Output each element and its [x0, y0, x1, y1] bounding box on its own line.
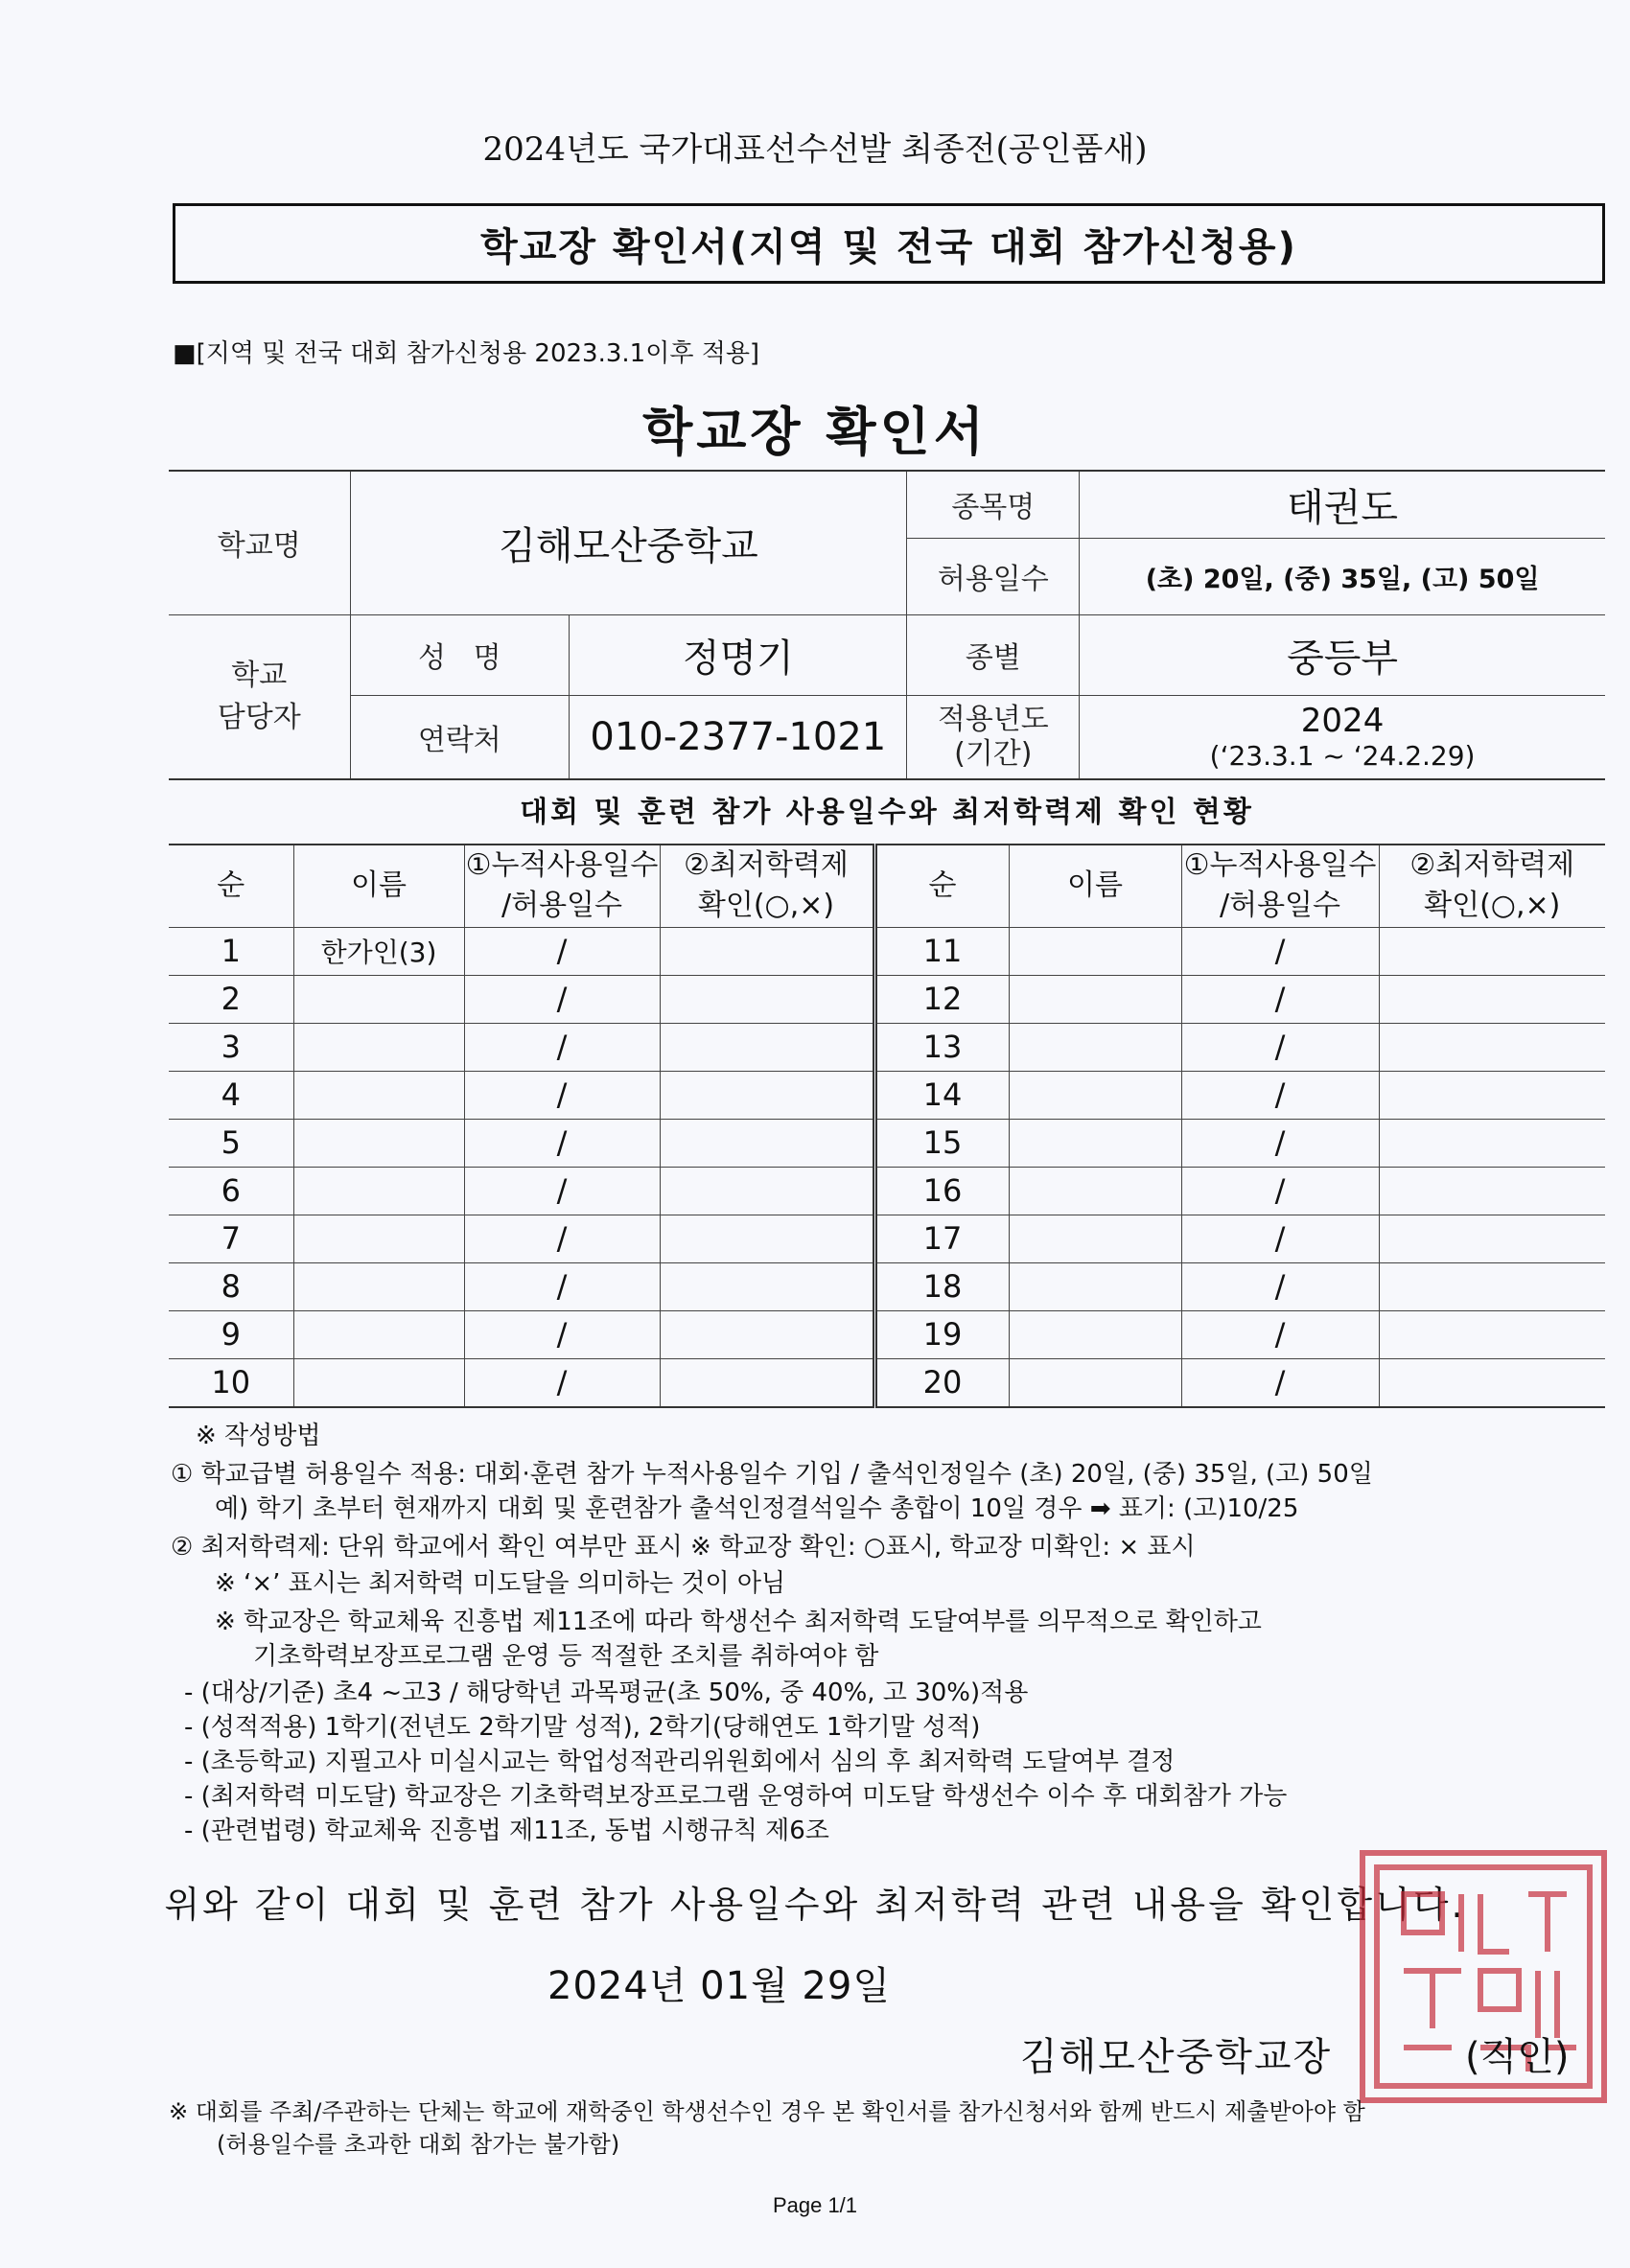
header-name: 이름: [1009, 845, 1181, 927]
row-academic: [660, 1119, 874, 1167]
row-name: [1009, 1310, 1181, 1358]
school-name: 김해모산중학교: [350, 471, 907, 614]
name-label: 성 명: [350, 614, 570, 695]
row-days: /: [464, 975, 660, 1023]
instruction-line: ※ ‘×’ 표시는 최저학력 미도달을 의미하는 것이 아님: [215, 1569, 786, 1598]
info-table: [169, 470, 1605, 780]
instructions: [171, 1419, 1607, 1845]
row-days: /: [464, 1310, 660, 1358]
row-days: /: [464, 1023, 660, 1071]
row-name: [293, 1071, 464, 1119]
allowed-days-label: 허용일수: [907, 538, 1080, 614]
row-days: /: [464, 1167, 660, 1215]
row-days: /: [464, 927, 660, 975]
year-cell: [1080, 695, 1605, 779]
row-seq: 15: [874, 1119, 1009, 1167]
row-academic: [660, 975, 874, 1023]
row-seq: 16: [874, 1167, 1009, 1215]
row-days: /: [464, 1071, 660, 1119]
header-days: ①누적사용일수 /허용일수: [464, 845, 660, 927]
category-value: 중등부: [1080, 614, 1605, 695]
row-name: [1009, 1358, 1181, 1407]
row-academic: [1379, 1167, 1605, 1215]
row-seq: 3: [169, 1023, 293, 1071]
table-row: [169, 975, 1605, 1023]
row-days: /: [1181, 1071, 1379, 1119]
row-academic: [660, 1071, 874, 1119]
principal-name: 김해모산중학교장: [1020, 2035, 1333, 2079]
header-seq: 순: [874, 845, 1009, 927]
table-row: [169, 1071, 1605, 1119]
row-days: /: [1181, 1358, 1379, 1407]
row-academic: [660, 927, 874, 975]
row-name: [1009, 1119, 1181, 1167]
phone-label: 연락처: [350, 695, 570, 779]
row-seq: 13: [874, 1023, 1009, 1071]
footnote-line: ※ 대회를 주최/주관하는 단체는 학교에 재학중인 학생선수인 경우 본 확인서를 참가신청서와 함께 반드시 제출받아야 함: [169, 2098, 1365, 2125]
row-academic: [1379, 1023, 1605, 1071]
row-seq: 2: [169, 975, 293, 1023]
phone-value: 010-2377-1021: [570, 695, 907, 779]
row-name: [293, 975, 464, 1023]
header-academic: ②최저학력제 확인(○,×): [660, 845, 874, 927]
header-seq: 순: [169, 845, 293, 927]
instructions-heading: ※ 작성방법: [196, 1422, 321, 1450]
row-academic: [1379, 1310, 1605, 1358]
row-name: [1009, 927, 1181, 975]
status-title: 대회 및 훈련 참가 사용일수와 최저학력제 확인 현황: [520, 796, 1254, 829]
row-days: /: [464, 1262, 660, 1310]
row-academic: [660, 1023, 874, 1071]
row-name: [293, 1215, 464, 1262]
roster-table: [169, 844, 1605, 1408]
row-name: [1009, 1262, 1181, 1310]
instruction-line: 기초학력보장프로그램 운영 등 적절한 조치를 취하여야 함: [253, 1642, 879, 1671]
form-title: 학교장 확인서(지역 및 전국 대회 참가신청용): [173, 203, 1605, 284]
row-seq: 6: [169, 1167, 293, 1215]
confirmation-statement: 위와 같이 대회 및 훈련 참가 사용일수와 최저학력 관련 내용을 확인합니다.: [164, 1884, 1466, 1926]
page-number: Page 1/1: [772, 2193, 858, 2217]
row-days: /: [464, 1119, 660, 1167]
row-days: /: [1181, 1215, 1379, 1262]
row-seq: 10: [169, 1358, 293, 1407]
table-row: [169, 1167, 1605, 1215]
row-academic: [660, 1310, 874, 1358]
table-row: [169, 1262, 1605, 1310]
row-academic: [1379, 1262, 1605, 1310]
footnote: [169, 2095, 1607, 2161]
row-seq: 8: [169, 1262, 293, 1310]
usage-note: ■[지역 및 전국 대회 참가신청용 2023.3.1이후 적용]: [173, 339, 760, 368]
row-days: /: [1181, 1310, 1379, 1358]
row-days: /: [1181, 1262, 1379, 1310]
table-row: [169, 1023, 1605, 1071]
table-row: [169, 927, 1605, 975]
row-academic: [1379, 1119, 1605, 1167]
row-academic: [1379, 1215, 1605, 1262]
signature-date: 2024년 01월 29일: [547, 1964, 891, 2008]
row-name: [1009, 1071, 1181, 1119]
row-name: [1009, 975, 1181, 1023]
row-seq: 5: [169, 1119, 293, 1167]
row-days: /: [1181, 1167, 1379, 1215]
instruction-line: ② 최저학력제: 단위 학교에서 확인 여부만 표시 ※ 학교장 확인: ○표시, 학교장 미확인: × 표시: [171, 1533, 1196, 1562]
instruction-line: - (성적적용) 1학기(전년도 2학기말 성적), 2학기(당해연도 1학기말 성적): [184, 1713, 981, 1742]
row-name: [293, 1310, 464, 1358]
row-days: /: [1181, 927, 1379, 975]
instruction-line: - (초등학교) 지필고사 미실시교는 학업성적관리위원회에서 심의 후 최저학력 도달여부 결정: [184, 1747, 1176, 1776]
row-seq: 17: [874, 1215, 1009, 1262]
row-days: /: [1181, 1023, 1379, 1071]
row-seq: 7: [169, 1215, 293, 1262]
row-seq: 19: [874, 1310, 1009, 1358]
row-academic: [660, 1167, 874, 1215]
year-label: 적용년도 (기간): [907, 695, 1080, 779]
instruction-line: ※ 학교장은 학교체육 진흥법 제11조에 따라 학생선수 최저학력 도달여부를 의무적으로 확인하고: [215, 1608, 1262, 1636]
name-value: 정명기: [570, 614, 907, 695]
row-academic: [660, 1358, 874, 1407]
header-name: 이름: [293, 845, 464, 927]
roster-body: [169, 927, 1605, 1407]
instruction-line: - (최저학력 미도달) 학교장은 기초학력보장프로그램 운영하여 미도달 학생선수 이수 후 대회참가 가능: [184, 1782, 1288, 1811]
sport-label: 종목명: [907, 471, 1080, 538]
row-academic: [1379, 1071, 1605, 1119]
row-seq: 11: [874, 927, 1009, 975]
row-name: [293, 1023, 464, 1071]
instruction-line: 예) 학기 초부터 현재까지 대회 및 훈련참가 출석인정결석일수 총합이 10일 경우 ➡ 표기: (고)10/25: [215, 1494, 1299, 1523]
row-days: /: [1181, 975, 1379, 1023]
row-seq: 20: [874, 1358, 1009, 1407]
row-academic: [1379, 975, 1605, 1023]
table-row: [169, 1358, 1605, 1407]
instruction-line: - (관련법령) 학교체육 진흥법 제11조, 동법 시행규칙 제6조: [184, 1817, 829, 1845]
row-seq: 14: [874, 1071, 1009, 1119]
row-name: [293, 1119, 464, 1167]
footnote-line: (허용일수를 초과한 대회 참가는 불가함): [217, 2131, 620, 2158]
row-days: /: [464, 1358, 660, 1407]
year-value: 2024: [1300, 702, 1385, 741]
header-academic: ②최저학력제 확인(○,×): [1379, 845, 1605, 927]
row-academic: [1379, 927, 1605, 975]
table-row: [169, 1119, 1605, 1167]
row-academic: [660, 1262, 874, 1310]
table-row: [169, 1310, 1605, 1358]
instruction-line: ① 학교급별 허용일수 적용: 대회·훈련 참가 누적사용일수 기입 / 출석인정일수 (초) 20일, (중) 35일, (고) 50일: [171, 1460, 1373, 1489]
instruction-line: - (대상/기준) 초4 ~고3 / 해당학년 과목평균(초 50%, 중 40%, 고 30%)적용: [184, 1678, 1029, 1707]
row-seq: 18: [874, 1262, 1009, 1310]
row-days: /: [1181, 1119, 1379, 1167]
row-days: /: [464, 1215, 660, 1262]
sport-value: 태권도: [1080, 471, 1605, 538]
row-academic: [660, 1215, 874, 1262]
seal-label: (직인): [1465, 2035, 1570, 2079]
row-name: [293, 1262, 464, 1310]
row-seq: 9: [169, 1310, 293, 1358]
row-academic: [1379, 1358, 1605, 1407]
period-value: (‘23.3.1 ~ ‘24.2.29): [1209, 740, 1476, 773]
row-name: 한가인(3): [293, 927, 464, 975]
row-name: [293, 1167, 464, 1215]
event-title: 2024년도 국가대표선수선발 최종전(공인품새): [482, 130, 1148, 169]
allowed-days-value: (초) 20일, (중) 35일, (고) 50일: [1080, 538, 1605, 614]
row-seq: 4: [169, 1071, 293, 1119]
row-seq: 12: [874, 975, 1009, 1023]
row-name: [1009, 1023, 1181, 1071]
row-name: [1009, 1167, 1181, 1215]
header-days: ①누적사용일수 /허용일수: [1181, 845, 1379, 927]
category-label: 종별: [907, 614, 1080, 695]
table-row: [169, 1215, 1605, 1262]
main-title: 학교장 확인서: [642, 402, 988, 462]
row-name: [293, 1358, 464, 1407]
school-label: 학교명: [169, 471, 350, 614]
row-name: [1009, 1215, 1181, 1262]
contact-person-label: 학교 담당자: [169, 614, 350, 779]
row-seq: 1: [169, 927, 293, 975]
